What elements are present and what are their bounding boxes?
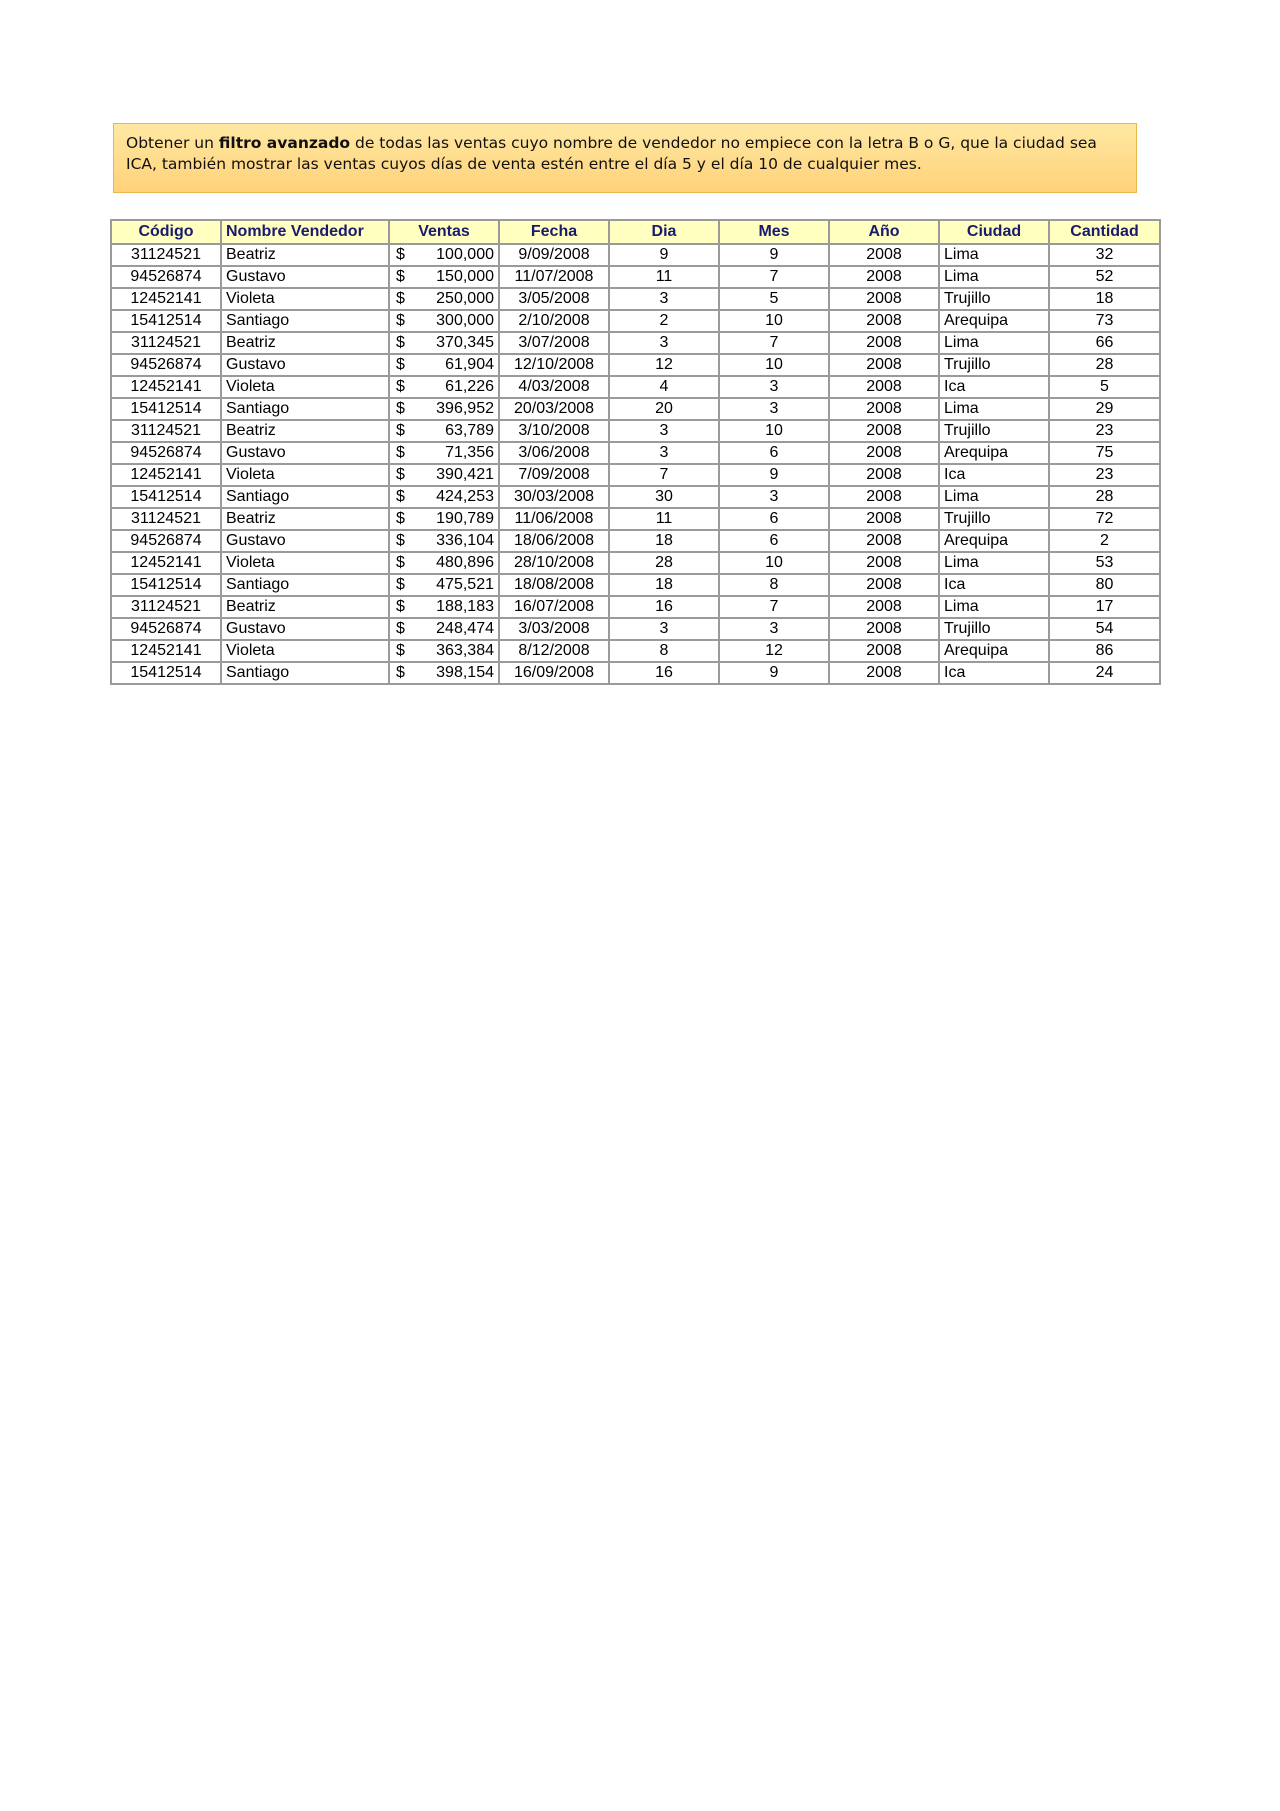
- cell-cantidad[interactable]: 28: [1049, 354, 1160, 376]
- cell-fecha[interactable]: 16/07/2008: [499, 596, 609, 618]
- table-body: [111, 244, 1160, 684]
- cell-ventas[interactable]: [389, 552, 499, 574]
- cell-cantidad[interactable]: 23: [1049, 420, 1160, 442]
- instructions-box: [113, 123, 1137, 193]
- currency-symbol: $: [396, 422, 405, 439]
- cell-dia[interactable]: 3: [609, 288, 719, 310]
- cell-nombre-vendedor[interactable]: Beatriz: [221, 420, 389, 442]
- cell-dia[interactable]: 20: [609, 398, 719, 420]
- cell-mes[interactable]: 10: [719, 354, 829, 376]
- cell-anio[interactable]: 2008: [829, 618, 939, 640]
- cell-ventas[interactable]: [389, 442, 499, 464]
- cell-nombre-vendedor[interactable]: Santiago: [221, 310, 389, 332]
- currency-symbol: $: [396, 620, 405, 637]
- cell-nombre-vendedor[interactable]: Santiago: [221, 398, 389, 420]
- table-row: [111, 618, 1160, 640]
- cell-anio[interactable]: 2008: [829, 508, 939, 530]
- cell-fecha[interactable]: 8/12/2008: [499, 640, 609, 662]
- currency-symbol: $: [396, 488, 405, 505]
- header-anio[interactable]: Año: [829, 220, 939, 244]
- ventas-value: 188,183: [436, 598, 494, 615]
- cell-ciudad[interactable]: Trujillo: [939, 618, 1049, 640]
- cell-fecha[interactable]: 3/06/2008: [499, 442, 609, 464]
- table-row: [111, 662, 1160, 684]
- cell-codigo[interactable]: 31124521: [111, 332, 221, 354]
- cell-cantidad[interactable]: 17: [1049, 596, 1160, 618]
- cell-nombre-vendedor[interactable]: Gustavo: [221, 618, 389, 640]
- cell-ventas[interactable]: [389, 310, 499, 332]
- cell-nombre-vendedor[interactable]: Beatriz: [221, 332, 389, 354]
- cell-mes[interactable]: 9: [719, 662, 829, 684]
- cell-cantidad[interactable]: 28: [1049, 486, 1160, 508]
- cell-mes[interactable]: 12: [719, 640, 829, 662]
- cell-codigo[interactable]: 31124521: [111, 508, 221, 530]
- header-cantidad[interactable]: Cantidad: [1049, 220, 1160, 244]
- header-codigo[interactable]: Código: [111, 220, 221, 244]
- cell-anio[interactable]: 2008: [829, 662, 939, 684]
- cell-ciudad[interactable]: Lima: [939, 332, 1049, 354]
- cell-codigo[interactable]: 94526874: [111, 530, 221, 552]
- cell-ventas[interactable]: [389, 244, 499, 266]
- cell-anio[interactable]: 2008: [829, 266, 939, 288]
- cell-fecha[interactable]: 18/08/2008: [499, 574, 609, 596]
- cell-codigo[interactable]: 15412514: [111, 486, 221, 508]
- cell-dia[interactable]: 11: [609, 266, 719, 288]
- ventas-value: 190,789: [436, 510, 494, 527]
- cell-ciudad[interactable]: Lima: [939, 266, 1049, 288]
- cell-nombre-vendedor[interactable]: Santiago: [221, 662, 389, 684]
- cell-ventas[interactable]: [389, 464, 499, 486]
- cell-codigo[interactable]: 31124521: [111, 596, 221, 618]
- instructions-text-start: Obtener un: [126, 134, 219, 152]
- currency-symbol: $: [396, 356, 405, 373]
- cell-cantidad[interactable]: 66: [1049, 332, 1160, 354]
- cell-mes[interactable]: 7: [719, 266, 829, 288]
- cell-cantidad[interactable]: 80: [1049, 574, 1160, 596]
- cell-ciudad[interactable]: Lima: [939, 398, 1049, 420]
- cell-dia[interactable]: 18: [609, 530, 719, 552]
- ventas-value: 100,000: [436, 246, 494, 263]
- cell-anio[interactable]: 2008: [829, 376, 939, 398]
- cell-ventas[interactable]: [389, 420, 499, 442]
- cell-mes[interactable]: 6: [719, 530, 829, 552]
- cell-fecha[interactable]: 11/07/2008: [499, 266, 609, 288]
- currency-symbol: $: [396, 642, 405, 659]
- currency-symbol: $: [396, 466, 405, 483]
- cell-codigo[interactable]: 15412514: [111, 662, 221, 684]
- cell-dia[interactable]: 12: [609, 354, 719, 376]
- ventas-value: 480,896: [436, 554, 494, 571]
- cell-nombre-vendedor[interactable]: Gustavo: [221, 442, 389, 464]
- ventas-value: 71,356: [445, 444, 494, 461]
- currency-symbol: $: [396, 268, 405, 285]
- cell-nombre-vendedor[interactable]: Violeta: [221, 552, 389, 574]
- cell-anio[interactable]: 2008: [829, 420, 939, 442]
- cell-nombre-vendedor[interactable]: Gustavo: [221, 266, 389, 288]
- cell-cantidad[interactable]: 52: [1049, 266, 1160, 288]
- ventas-value: 300,000: [436, 312, 494, 329]
- cell-nombre-vendedor[interactable]: Violeta: [221, 376, 389, 398]
- currency-symbol: $: [396, 532, 405, 549]
- table-row: [111, 640, 1160, 662]
- cell-cantidad[interactable]: 73: [1049, 310, 1160, 332]
- cell-mes[interactable]: 10: [719, 420, 829, 442]
- cell-fecha[interactable]: 11/06/2008: [499, 508, 609, 530]
- table-row: [111, 464, 1160, 486]
- currency-symbol: $: [396, 312, 405, 329]
- cell-ventas[interactable]: [389, 288, 499, 310]
- header-nombre-vendedor[interactable]: Nombre Vendedor: [221, 220, 389, 244]
- cell-anio[interactable]: 2008: [829, 442, 939, 464]
- cell-ciudad[interactable]: Trujillo: [939, 288, 1049, 310]
- cell-cantidad[interactable]: 54: [1049, 618, 1160, 640]
- sales-table: [110, 219, 1161, 685]
- cell-anio[interactable]: 2008: [829, 354, 939, 376]
- cell-dia[interactable]: 3: [609, 618, 719, 640]
- cell-anio[interactable]: 2008: [829, 288, 939, 310]
- table-row: [111, 354, 1160, 376]
- cell-anio[interactable]: 2008: [829, 244, 939, 266]
- cell-fecha[interactable]: 16/09/2008: [499, 662, 609, 684]
- cell-codigo[interactable]: 31124521: [111, 420, 221, 442]
- cell-codigo[interactable]: 15412514: [111, 398, 221, 420]
- cell-ciudad[interactable]: Lima: [939, 596, 1049, 618]
- table-row: [111, 398, 1160, 420]
- cell-ventas[interactable]: [389, 266, 499, 288]
- cell-anio[interactable]: 2008: [829, 640, 939, 662]
- cell-fecha[interactable]: 30/03/2008: [499, 486, 609, 508]
- cell-nombre-vendedor[interactable]: Violeta: [221, 464, 389, 486]
- cell-anio[interactable]: 2008: [829, 486, 939, 508]
- cell-mes[interactable]: 5: [719, 288, 829, 310]
- ventas-value: 370,345: [436, 334, 494, 351]
- cell-fecha[interactable]: 3/03/2008: [499, 618, 609, 640]
- cell-ciudad[interactable]: Trujillo: [939, 420, 1049, 442]
- table-row: [111, 596, 1160, 618]
- ventas-value: 61,904: [445, 356, 494, 373]
- cell-codigo[interactable]: 94526874: [111, 618, 221, 640]
- cell-codigo[interactable]: 12452141: [111, 640, 221, 662]
- header-ciudad[interactable]: Ciudad: [939, 220, 1049, 244]
- cell-mes[interactable]: 9: [719, 244, 829, 266]
- currency-symbol: $: [396, 664, 405, 681]
- table-row: [111, 266, 1160, 288]
- ventas-value: 475,521: [436, 576, 494, 593]
- cell-mes[interactable]: 3: [719, 398, 829, 420]
- cell-anio[interactable]: 2008: [829, 310, 939, 332]
- table-row: [111, 508, 1160, 530]
- cell-ventas[interactable]: [389, 508, 499, 530]
- cell-ventas[interactable]: [389, 354, 499, 376]
- cell-codigo[interactable]: 15412514: [111, 574, 221, 596]
- currency-symbol: $: [396, 510, 405, 527]
- cell-ciudad[interactable]: Arequipa: [939, 640, 1049, 662]
- header-dia[interactable]: Dia: [609, 220, 719, 244]
- cell-fecha[interactable]: 12/10/2008: [499, 354, 609, 376]
- cell-nombre-vendedor[interactable]: Violeta: [221, 288, 389, 310]
- cell-mes[interactable]: 6: [719, 508, 829, 530]
- header-ventas[interactable]: Ventas: [389, 220, 499, 244]
- cell-cantidad[interactable]: 75: [1049, 442, 1160, 464]
- cell-ciudad[interactable]: Arequipa: [939, 442, 1049, 464]
- cell-mes[interactable]: 3: [719, 376, 829, 398]
- table-row: [111, 288, 1160, 310]
- cell-ventas[interactable]: [389, 332, 499, 354]
- table-row: [111, 420, 1160, 442]
- cell-dia[interactable]: 28: [609, 552, 719, 574]
- cell-ventas[interactable]: [389, 530, 499, 552]
- cell-codigo[interactable]: 15412514: [111, 310, 221, 332]
- cell-ciudad[interactable]: Arequipa: [939, 530, 1049, 552]
- cell-mes[interactable]: 10: [719, 552, 829, 574]
- cell-dia[interactable]: 3: [609, 332, 719, 354]
- table-row: [111, 530, 1160, 552]
- cell-anio[interactable]: 2008: [829, 464, 939, 486]
- currency-symbol: $: [396, 290, 405, 307]
- table-row: [111, 552, 1160, 574]
- cell-nombre-vendedor[interactable]: Gustavo: [221, 530, 389, 552]
- cell-fecha[interactable]: 3/10/2008: [499, 420, 609, 442]
- cell-ventas[interactable]: [389, 640, 499, 662]
- cell-fecha[interactable]: 3/05/2008: [499, 288, 609, 310]
- cell-cantidad[interactable]: 72: [1049, 508, 1160, 530]
- cell-cantidad[interactable]: 2: [1049, 530, 1160, 552]
- cell-anio[interactable]: 2008: [829, 398, 939, 420]
- cell-nombre-vendedor[interactable]: Beatriz: [221, 596, 389, 618]
- cell-cantidad[interactable]: 29: [1049, 398, 1160, 420]
- cell-ventas[interactable]: [389, 376, 499, 398]
- instructions-bold-term: filtro avanzado: [218, 134, 351, 152]
- cell-fecha[interactable]: 28/10/2008: [499, 552, 609, 574]
- cell-mes[interactable]: 8: [719, 574, 829, 596]
- cell-nombre-vendedor[interactable]: Santiago: [221, 574, 389, 596]
- cell-cantidad[interactable]: 18: [1049, 288, 1160, 310]
- instructions-text-end: de todas las ventas cuyo nombre de vendedor no empiece con la letra B o G, que la ciudad sea ICA, también mostrar las ventas cuyos días de venta estén entre el día 5 y el día 10 de cualquier mes.: [126, 134, 1097, 173]
- currency-symbol: $: [396, 378, 405, 395]
- cell-anio[interactable]: 2008: [829, 552, 939, 574]
- cell-ventas[interactable]: [389, 662, 499, 684]
- cell-dia[interactable]: 30: [609, 486, 719, 508]
- cell-dia[interactable]: 2: [609, 310, 719, 332]
- cell-codigo[interactable]: 12452141: [111, 376, 221, 398]
- cell-codigo[interactable]: 31124521: [111, 244, 221, 266]
- header-fecha[interactable]: Fecha: [499, 220, 609, 244]
- cell-anio[interactable]: 2008: [829, 596, 939, 618]
- ventas-value: 424,253: [436, 488, 494, 505]
- cell-fecha[interactable]: 2/10/2008: [499, 310, 609, 332]
- cell-cantidad[interactable]: 5: [1049, 376, 1160, 398]
- table-row: [111, 310, 1160, 332]
- cell-dia[interactable]: 3: [609, 420, 719, 442]
- cell-mes[interactable]: 7: [719, 596, 829, 618]
- cell-mes[interactable]: 6: [719, 442, 829, 464]
- cell-codigo[interactable]: 12452141: [111, 552, 221, 574]
- cell-ciudad[interactable]: Ica: [939, 464, 1049, 486]
- cell-nombre-vendedor[interactable]: Gustavo: [221, 354, 389, 376]
- cell-mes[interactable]: 3: [719, 486, 829, 508]
- cell-cantidad[interactable]: 24: [1049, 662, 1160, 684]
- ventas-value: 336,104: [436, 532, 494, 549]
- ventas-value: 390,421: [436, 466, 494, 483]
- table-row: [111, 244, 1160, 266]
- cell-mes[interactable]: 3: [719, 618, 829, 640]
- cell-ventas[interactable]: [389, 398, 499, 420]
- currency-symbol: $: [396, 246, 405, 263]
- cell-fecha[interactable]: 18/06/2008: [499, 530, 609, 552]
- ventas-value: 61,226: [445, 378, 494, 395]
- currency-symbol: $: [396, 598, 405, 615]
- cell-dia[interactable]: 3: [609, 442, 719, 464]
- cell-dia[interactable]: 7: [609, 464, 719, 486]
- header-mes[interactable]: Mes: [719, 220, 829, 244]
- cell-dia[interactable]: 18: [609, 574, 719, 596]
- currency-symbol: $: [396, 334, 405, 351]
- currency-symbol: $: [396, 444, 405, 461]
- cell-dia[interactable]: 16: [609, 662, 719, 684]
- cell-ciudad[interactable]: Ica: [939, 662, 1049, 684]
- cell-codigo[interactable]: 94526874: [111, 354, 221, 376]
- cell-nombre-vendedor[interactable]: Beatriz: [221, 508, 389, 530]
- cell-nombre-vendedor[interactable]: Santiago: [221, 486, 389, 508]
- cell-fecha[interactable]: 3/07/2008: [499, 332, 609, 354]
- cell-ventas[interactable]: [389, 618, 499, 640]
- cell-dia[interactable]: 11: [609, 508, 719, 530]
- cell-ciudad[interactable]: Trujillo: [939, 354, 1049, 376]
- table-header-row: [111, 220, 1160, 244]
- table-row: [111, 332, 1160, 354]
- cell-dia[interactable]: 8: [609, 640, 719, 662]
- cell-codigo[interactable]: 12452141: [111, 464, 221, 486]
- ventas-value: 248,474: [436, 620, 494, 637]
- cell-ciudad[interactable]: Lima: [939, 486, 1049, 508]
- ventas-value: 363,384: [436, 642, 494, 659]
- table-row: [111, 486, 1160, 508]
- ventas-value: 150,000: [436, 268, 494, 285]
- cell-ciudad[interactable]: Arequipa: [939, 310, 1049, 332]
- cell-ciudad[interactable]: Lima: [939, 244, 1049, 266]
- cell-fecha[interactable]: 20/03/2008: [499, 398, 609, 420]
- cell-codigo[interactable]: 94526874: [111, 266, 221, 288]
- table-row: [111, 376, 1160, 398]
- cell-cantidad[interactable]: 23: [1049, 464, 1160, 486]
- cell-mes[interactable]: 7: [719, 332, 829, 354]
- currency-symbol: $: [396, 554, 405, 571]
- currency-symbol: $: [396, 400, 405, 417]
- ventas-value: 396,952: [436, 400, 494, 417]
- cell-anio[interactable]: 2008: [829, 332, 939, 354]
- table-row: [111, 574, 1160, 596]
- cell-cantidad[interactable]: 53: [1049, 552, 1160, 574]
- cell-mes[interactable]: 10: [719, 310, 829, 332]
- cell-cantidad[interactable]: 32: [1049, 244, 1160, 266]
- cell-anio[interactable]: 2008: [829, 574, 939, 596]
- cell-mes[interactable]: 9: [719, 464, 829, 486]
- table-row: [111, 442, 1160, 464]
- cell-ciudad[interactable]: Lima: [939, 552, 1049, 574]
- ventas-value: 398,154: [436, 664, 494, 681]
- cell-dia[interactable]: 4: [609, 376, 719, 398]
- cell-codigo[interactable]: 94526874: [111, 442, 221, 464]
- cell-codigo[interactable]: 12452141: [111, 288, 221, 310]
- cell-cantidad[interactable]: 86: [1049, 640, 1160, 662]
- cell-ciudad[interactable]: Ica: [939, 376, 1049, 398]
- cell-fecha[interactable]: 9/09/2008: [499, 244, 609, 266]
- cell-ciudad[interactable]: Ica: [939, 574, 1049, 596]
- cell-ciudad[interactable]: Trujillo: [939, 508, 1049, 530]
- cell-fecha[interactable]: 7/09/2008: [499, 464, 609, 486]
- cell-nombre-vendedor[interactable]: Violeta: [221, 640, 389, 662]
- cell-fecha[interactable]: 4/03/2008: [499, 376, 609, 398]
- currency-symbol: $: [396, 576, 405, 593]
- cell-ventas[interactable]: [389, 574, 499, 596]
- cell-anio[interactable]: 2008: [829, 530, 939, 552]
- cell-dia[interactable]: 16: [609, 596, 719, 618]
- cell-nombre-vendedor[interactable]: Beatriz: [221, 244, 389, 266]
- ventas-value: 250,000: [436, 290, 494, 307]
- cell-dia[interactable]: 9: [609, 244, 719, 266]
- cell-ventas[interactable]: [389, 486, 499, 508]
- ventas-value: 63,789: [445, 422, 494, 439]
- cell-ventas[interactable]: [389, 596, 499, 618]
